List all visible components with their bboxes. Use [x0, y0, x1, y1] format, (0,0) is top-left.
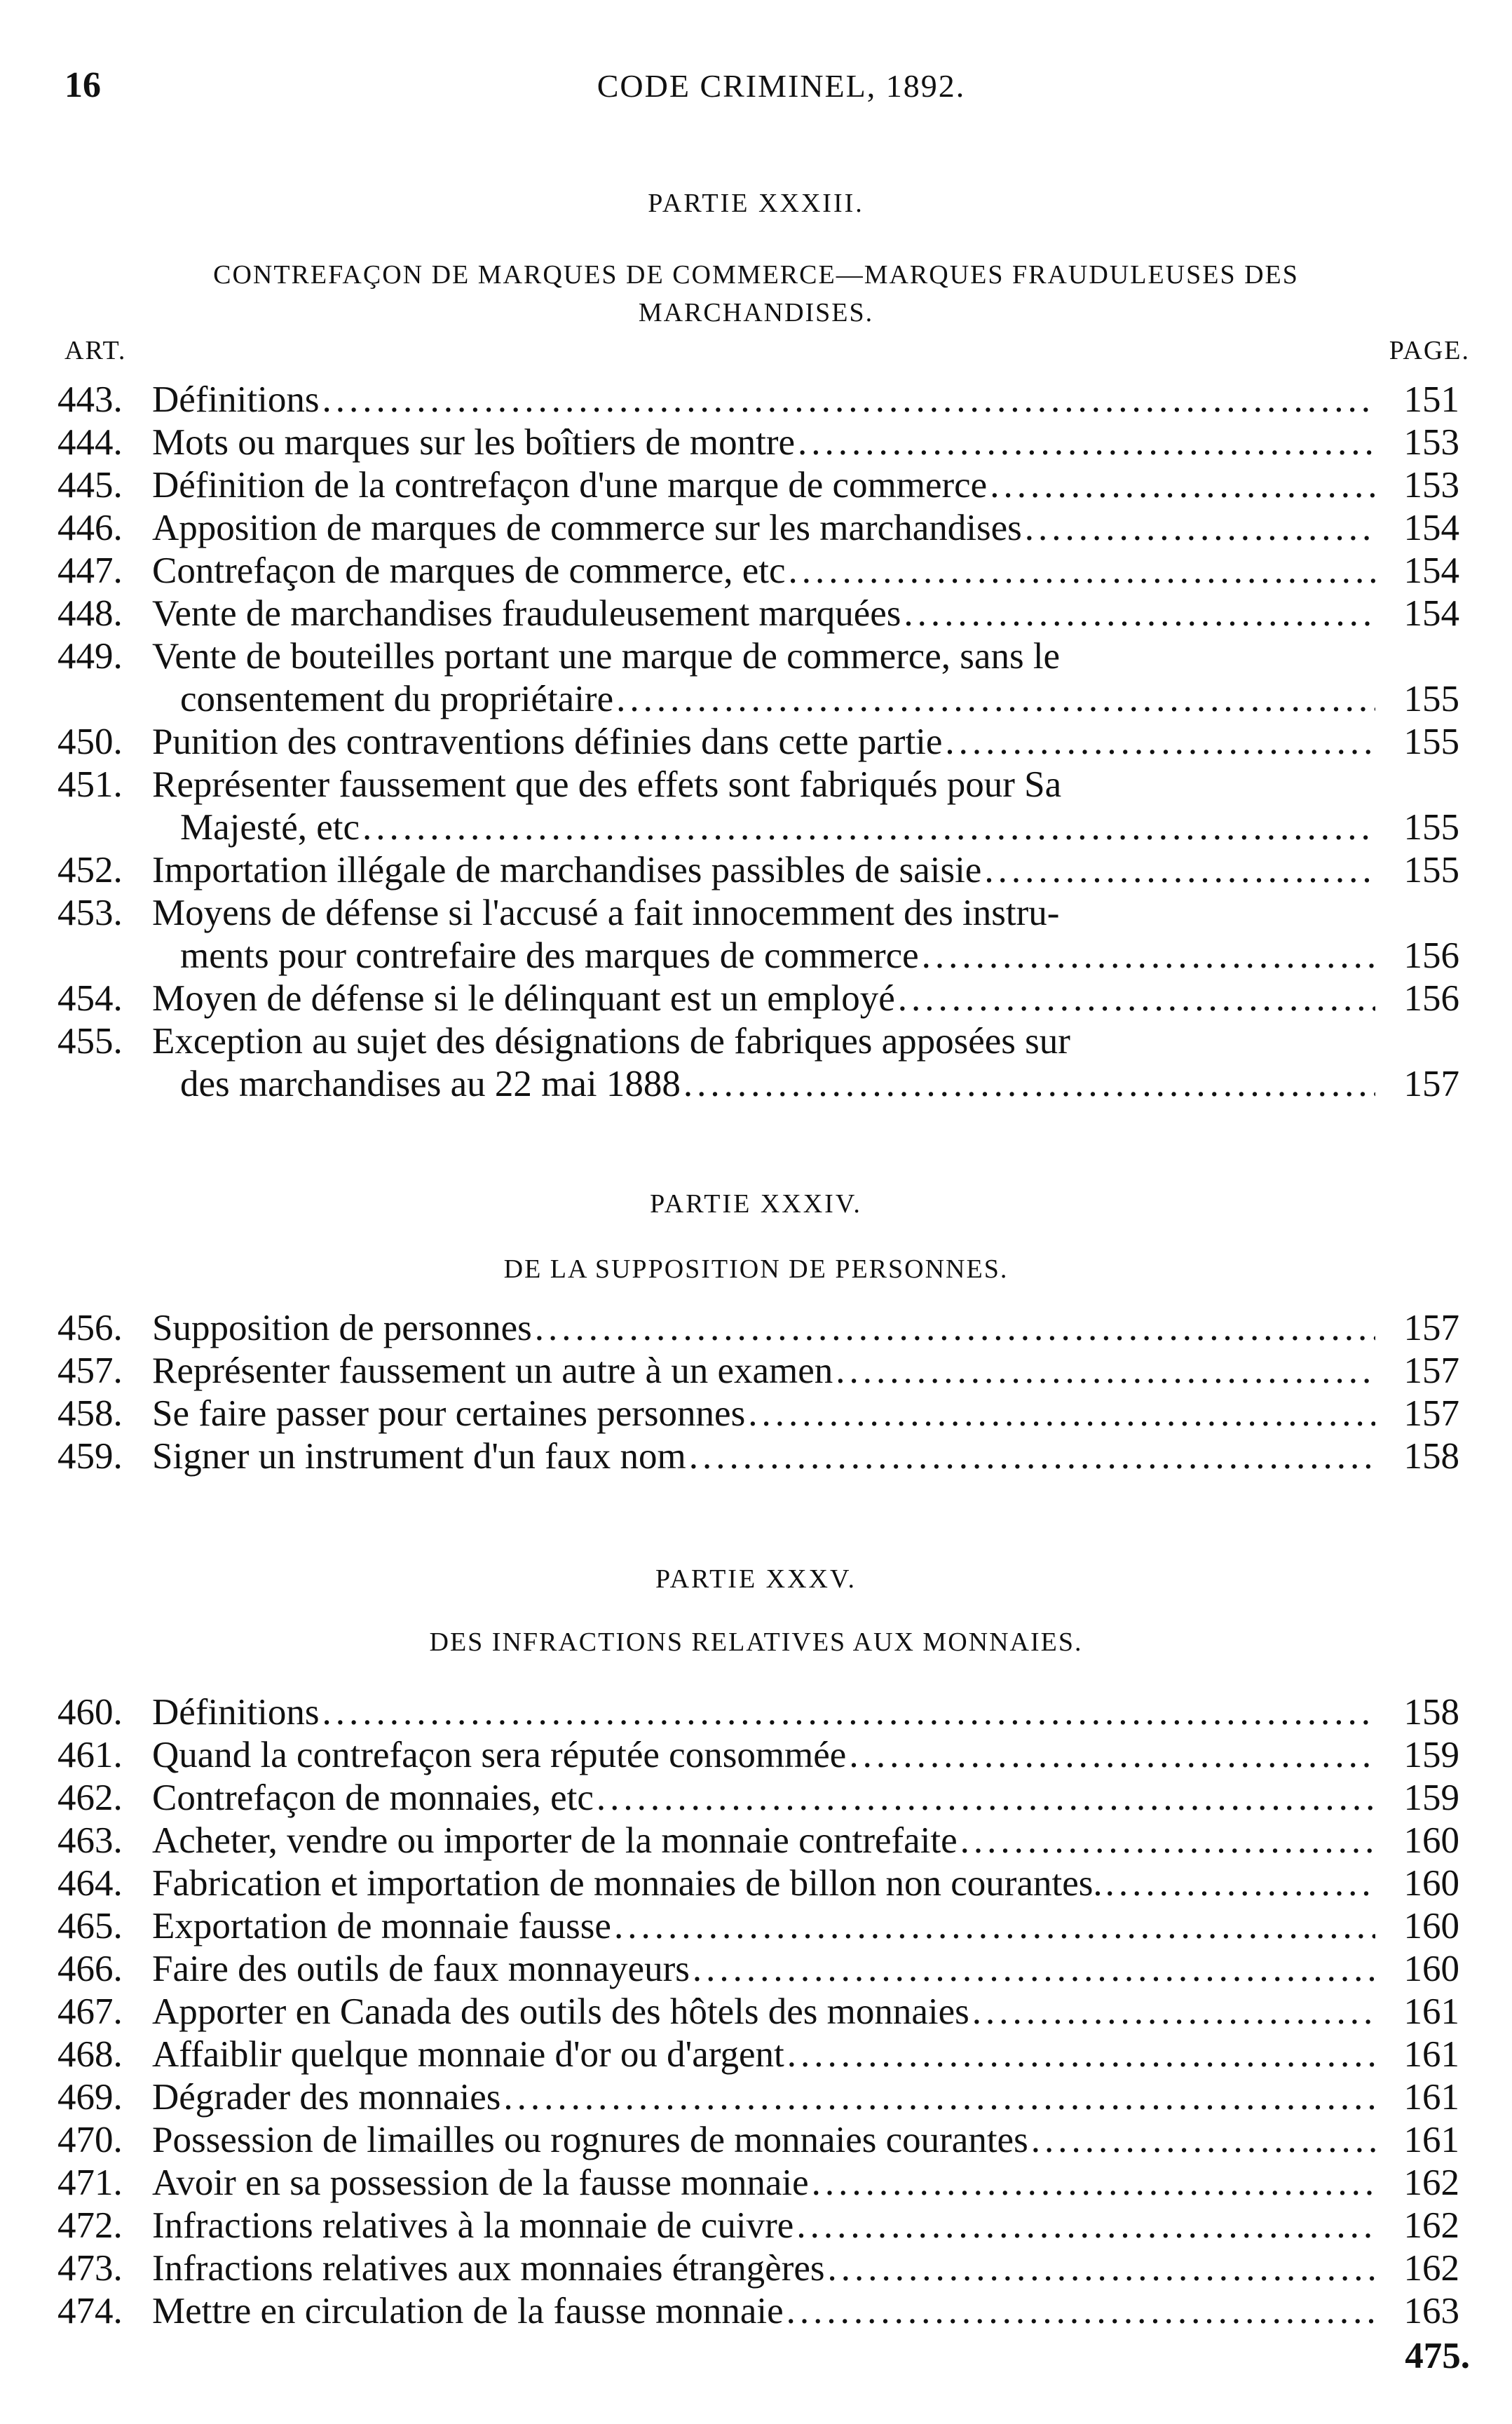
article-number: 466.	[57, 1949, 123, 1989]
toc-entry	[57, 1862, 1459, 1905]
page-reference: 153	[1403, 422, 1459, 463]
page-reference: 155	[1403, 679, 1459, 719]
entry-text	[152, 2033, 1375, 2076]
entry-title-continuation: consentement du propriétaire	[180, 679, 614, 719]
article-number: 467.	[57, 1991, 123, 2032]
toc-section-xxxiii	[57, 379, 1459, 1106]
entry-text	[152, 935, 1375, 977]
toc-entry	[57, 421, 1459, 464]
entry-text	[152, 806, 1375, 849]
entry-title: Supposition de personnes	[152, 1308, 532, 1348]
dot-leader	[958, 1820, 1375, 1862]
article-number: 448.	[57, 593, 123, 634]
entry-text	[152, 507, 1375, 550]
article-number: 458.	[57, 1393, 123, 1434]
entry-text	[152, 421, 1375, 464]
entry-title: Contrefaçon de monnaies, etc	[152, 1778, 594, 1818]
article-number: 474.	[57, 2291, 123, 2331]
entry-text	[152, 1063, 1375, 1106]
entry-text	[152, 1350, 1375, 1393]
entry-title: Avoir en sa possession de la fausse monnaie	[152, 2162, 809, 2203]
toc-entry	[57, 1905, 1459, 1948]
entry-text	[152, 892, 1375, 935]
dot-leader	[981, 849, 1375, 892]
entry-text	[152, 721, 1375, 764]
page-reference: 158	[1403, 1436, 1459, 1477]
dot-leader	[1022, 507, 1375, 550]
page-reference: 155	[1403, 722, 1459, 762]
entry-title: Vente de bouteilles portant une marque de commerce, sans le	[152, 636, 1061, 677]
dot-leader	[919, 935, 1375, 977]
dot-leader	[594, 1777, 1375, 1820]
toc-entry	[57, 2119, 1459, 2162]
entry-text	[152, 2076, 1375, 2119]
entry-text	[152, 1777, 1375, 1820]
part-heading: PARTIE XXXV.	[655, 1564, 857, 1594]
dot-leader	[611, 1905, 1375, 1948]
page-reference: 158	[1403, 1692, 1459, 1733]
toc-entry	[57, 550, 1459, 593]
article-number: 447.	[57, 550, 123, 591]
toc-entry	[57, 1435, 1459, 1478]
entry-title: Moyen de défense si le délinquant est un employé	[152, 978, 895, 1019]
part-heading: PARTIE XXXIV.	[650, 1189, 862, 1219]
toc-entry	[57, 1691, 1459, 1734]
article-number: 452.	[57, 850, 123, 891]
toc-entry	[57, 464, 1459, 507]
entry-text	[152, 635, 1375, 678]
entry-title-continuation: des marchandises au 22 mai 1888	[180, 1064, 681, 1104]
article-number: 460.	[57, 1692, 123, 1733]
article-number: 456.	[57, 1308, 123, 1348]
entry-title: Acheter, vendre ou importer de la monnaie contrefaite	[152, 1820, 958, 1861]
dot-leader	[942, 721, 1375, 764]
article-number: 457.	[57, 1350, 123, 1391]
entry-text	[152, 2162, 1375, 2205]
article-number: 454.	[57, 978, 123, 1019]
dot-leader	[795, 421, 1375, 464]
article-number: 445.	[57, 465, 123, 506]
entry-text	[152, 464, 1375, 507]
page-reference: 161	[1403, 2034, 1459, 2075]
article-number: 444.	[57, 422, 123, 463]
dot-leader	[360, 806, 1375, 849]
page-reference: 157	[1403, 1308, 1459, 1348]
page-reference: 151	[1403, 379, 1459, 420]
page-header	[64, 65, 1470, 114]
entry-title: Exportation de monnaie fausse	[152, 1906, 611, 1946]
article-number: 470.	[57, 2120, 123, 2160]
toc-section-xxxv	[57, 1691, 1459, 2333]
entry-text	[152, 849, 1375, 892]
article-number: 450.	[57, 722, 123, 762]
toc-entry	[57, 507, 1459, 550]
article-number: 473.	[57, 2248, 123, 2289]
page-reference: 157	[1403, 1393, 1459, 1434]
page-reference: 159	[1403, 1735, 1459, 1775]
entry-title: Apposition de marques de commerce sur les marchandises	[152, 508, 1022, 548]
toc-entry-continuation	[57, 678, 1459, 721]
toc-entry	[57, 2290, 1459, 2333]
entry-text	[152, 2290, 1375, 2333]
toc-entry	[57, 1820, 1459, 1862]
toc-entry	[57, 1948, 1459, 1991]
dot-leader	[794, 2205, 1375, 2247]
page-reference: 154	[1403, 508, 1459, 548]
dot-leader	[681, 1063, 1375, 1106]
page-reference: 154	[1403, 593, 1459, 634]
article-number: 464.	[57, 1863, 123, 1904]
entry-title: Possession de limailles ou rognures de monnaies courantes	[152, 2120, 1028, 2160]
entry-title: Définition de la contrefaçon d'une marque de commerce	[152, 465, 988, 506]
entry-title: Moyens de défense si l'accusé a fait innocemment des instru-	[152, 893, 1060, 933]
entry-title: Punition des contraventions définies dans cette partie	[152, 722, 943, 762]
section-title: DES INFRACTIONS RELATIVES AUX MONNAIES.	[429, 1627, 1083, 1657]
page-reference: 161	[1403, 2077, 1459, 2118]
page-reference: 155	[1403, 807, 1459, 848]
entry-title: Vente de marchandises frauduleusement marquées	[152, 593, 901, 634]
section-title: DE LA SUPPOSITION DE PERSONNES.	[503, 1254, 1009, 1284]
toc-entry	[57, 2247, 1459, 2290]
article-number: 449.	[57, 636, 123, 677]
toc-entry	[57, 1991, 1459, 2033]
article-number: 459.	[57, 1436, 123, 1477]
page-reference: 157	[1403, 1064, 1459, 1104]
entry-title: Représenter faussement un autre à un examen	[152, 1350, 833, 1391]
toc-entry	[57, 1307, 1459, 1350]
article-number: 471.	[57, 2162, 123, 2203]
dot-leader	[969, 1991, 1375, 2033]
entry-title: Exception au sujet des désignations de fabriques apposées sur	[152, 1021, 1070, 1062]
page-reference: 163	[1403, 2291, 1459, 2331]
dot-leader	[901, 593, 1375, 635]
dot-leader	[784, 2290, 1375, 2333]
page-reference: 162	[1403, 2248, 1459, 2289]
dot-leader	[745, 1393, 1375, 1435]
dot-leader	[825, 2247, 1376, 2290]
page-reference: 154	[1403, 550, 1459, 591]
dot-leader	[690, 1948, 1375, 1991]
entry-title: Définitions	[152, 379, 320, 420]
entry-text	[152, 2205, 1375, 2247]
entry-text	[152, 593, 1375, 635]
article-number: 451.	[57, 764, 123, 805]
dot-leader	[1028, 2119, 1375, 2162]
article-number: 462.	[57, 1778, 123, 1818]
toc-entry-continuation	[57, 806, 1459, 849]
toc-entry	[57, 1734, 1459, 1777]
entry-text	[152, 2119, 1375, 2162]
part-heading: PARTIE XXXIII.	[648, 189, 864, 218]
column-header-art: ART.	[64, 336, 127, 365]
toc-entry	[57, 849, 1459, 892]
page-reference: 157	[1403, 1350, 1459, 1391]
article-number: 468.	[57, 2034, 123, 2075]
article-number: 446.	[57, 508, 123, 548]
entry-title: Définitions	[152, 1692, 320, 1733]
page-reference: 153	[1403, 465, 1459, 506]
toc-entry	[57, 764, 1459, 806]
page-reference: 160	[1403, 1820, 1459, 1861]
dot-leader	[1103, 1862, 1375, 1905]
entry-text	[152, 1734, 1375, 1777]
dot-leader	[846, 1734, 1375, 1777]
section-title: CONTREFAÇON DE MARQUES DE COMMERCE—MARQUES FRAUDULEUSES DES MARCHANDISES.	[213, 260, 1299, 327]
running-title: CODE CRIMINEL, 1892.	[597, 68, 966, 104]
dot-leader	[319, 1691, 1375, 1734]
toc-entry	[57, 1393, 1459, 1435]
page-reference: 160	[1403, 1906, 1459, 1946]
entry-title: Signer un instrument d'un faux nom	[152, 1436, 686, 1477]
article-number: 455.	[57, 1021, 123, 1062]
entry-text	[152, 1435, 1375, 1478]
page-reference: 156	[1403, 978, 1459, 1019]
toc-entry	[57, 2205, 1459, 2247]
catchword: 475.	[1405, 2336, 1470, 2376]
toc-entry	[57, 635, 1459, 678]
entry-title: Mots ou marques sur les boîtiers de montre	[152, 422, 796, 463]
dot-leader	[500, 2076, 1375, 2119]
entry-text	[152, 1393, 1375, 1435]
dot-leader	[833, 1350, 1375, 1393]
dot-leader	[613, 678, 1375, 721]
page-reference: 159	[1403, 1778, 1459, 1818]
entry-text	[152, 1948, 1375, 1991]
entry-text	[152, 1307, 1375, 1350]
article-number: 463.	[57, 1820, 123, 1861]
dot-leader	[532, 1307, 1375, 1350]
entry-text	[152, 1991, 1375, 2033]
entry-text	[152, 1691, 1375, 1734]
entry-title: Apporter en Canada des outils des hôtels des monnaies	[152, 1991, 969, 2032]
entry-title: Dégrader des monnaies	[152, 2077, 501, 2118]
entry-text	[152, 550, 1375, 593]
entry-text	[152, 678, 1375, 721]
entry-title: Mettre en circulation de la fausse monnaie	[152, 2291, 784, 2331]
entry-text	[152, 764, 1375, 806]
article-number: 472.	[57, 2205, 123, 2246]
toc-section-xxxiv	[57, 1307, 1459, 1478]
page-reference: 161	[1403, 1991, 1459, 2032]
toc-entry	[57, 892, 1459, 935]
column-header-page: PAGE.	[1389, 336, 1470, 365]
entry-title: Fabrication et importation de monnaies de billon non courantes.	[152, 1863, 1103, 1904]
dot-leader	[686, 1435, 1375, 1478]
toc-entry	[57, 1777, 1459, 1820]
toc-entry	[57, 379, 1459, 421]
article-number: 465.	[57, 1906, 123, 1946]
dot-leader	[987, 464, 1375, 507]
entry-title: Faire des outils de faux monnayeurs	[152, 1949, 690, 1989]
toc-entry	[57, 977, 1459, 1020]
dot-leader	[784, 2033, 1375, 2076]
entry-title: Contrefaçon de marques de commerce, etc	[152, 550, 786, 591]
toc-entry-continuation	[57, 935, 1459, 977]
entry-title-continuation: ments pour contrefaire des marques de commerce	[180, 935, 919, 976]
entry-title: Importation illégale de marchandises passibles de saisie	[152, 850, 982, 891]
page-reference: 160	[1403, 1863, 1459, 1904]
toc-entry	[57, 721, 1459, 764]
toc-entry	[57, 593, 1459, 635]
dot-leader	[809, 2162, 1375, 2205]
entry-text	[152, 1820, 1375, 1862]
article-number: 461.	[57, 1735, 123, 1775]
article-number: 469.	[57, 2077, 123, 2118]
article-number: 453.	[57, 893, 123, 933]
entry-text	[152, 379, 1375, 421]
toc-entry-continuation	[57, 1063, 1459, 1106]
entry-title: Se faire passer pour certaines personnes	[152, 1393, 746, 1434]
toc-entry	[57, 2162, 1459, 2205]
dot-leader	[786, 550, 1375, 593]
entry-text	[152, 1020, 1375, 1063]
toc-entry	[57, 2076, 1459, 2119]
page-reference: 162	[1403, 2162, 1459, 2203]
entry-title: Quand la contrefaçon sera réputée consommée	[152, 1735, 847, 1775]
article-number: 443.	[57, 379, 123, 420]
dot-leader	[895, 977, 1375, 1020]
entry-text	[152, 2247, 1375, 2290]
page-reference: 162	[1403, 2205, 1459, 2246]
toc-entry	[57, 1020, 1459, 1063]
entry-text	[152, 1862, 1375, 1905]
toc-entry	[57, 2033, 1459, 2076]
toc-entry	[57, 1350, 1459, 1393]
page-number: 16	[64, 65, 101, 105]
entry-title: Représenter faussement que des effets sont fabriqués pour Sa	[152, 764, 1062, 805]
entry-title: Infractions relatives aux monnaies étrangères	[152, 2248, 825, 2289]
page-reference: 160	[1403, 1949, 1459, 1989]
entry-title: Infractions relatives à la monnaie de cuivre	[152, 2205, 794, 2246]
entry-text	[152, 1905, 1375, 1948]
page-reference: 155	[1403, 850, 1459, 891]
entry-text	[152, 977, 1375, 1020]
dot-leader	[319, 379, 1375, 421]
entry-title-continuation: Majesté, etc	[180, 807, 360, 848]
page-reference: 156	[1403, 935, 1459, 976]
page-reference: 161	[1403, 2120, 1459, 2160]
entry-title: Affaiblir quelque monnaie d'or ou d'argent	[152, 2034, 784, 2075]
